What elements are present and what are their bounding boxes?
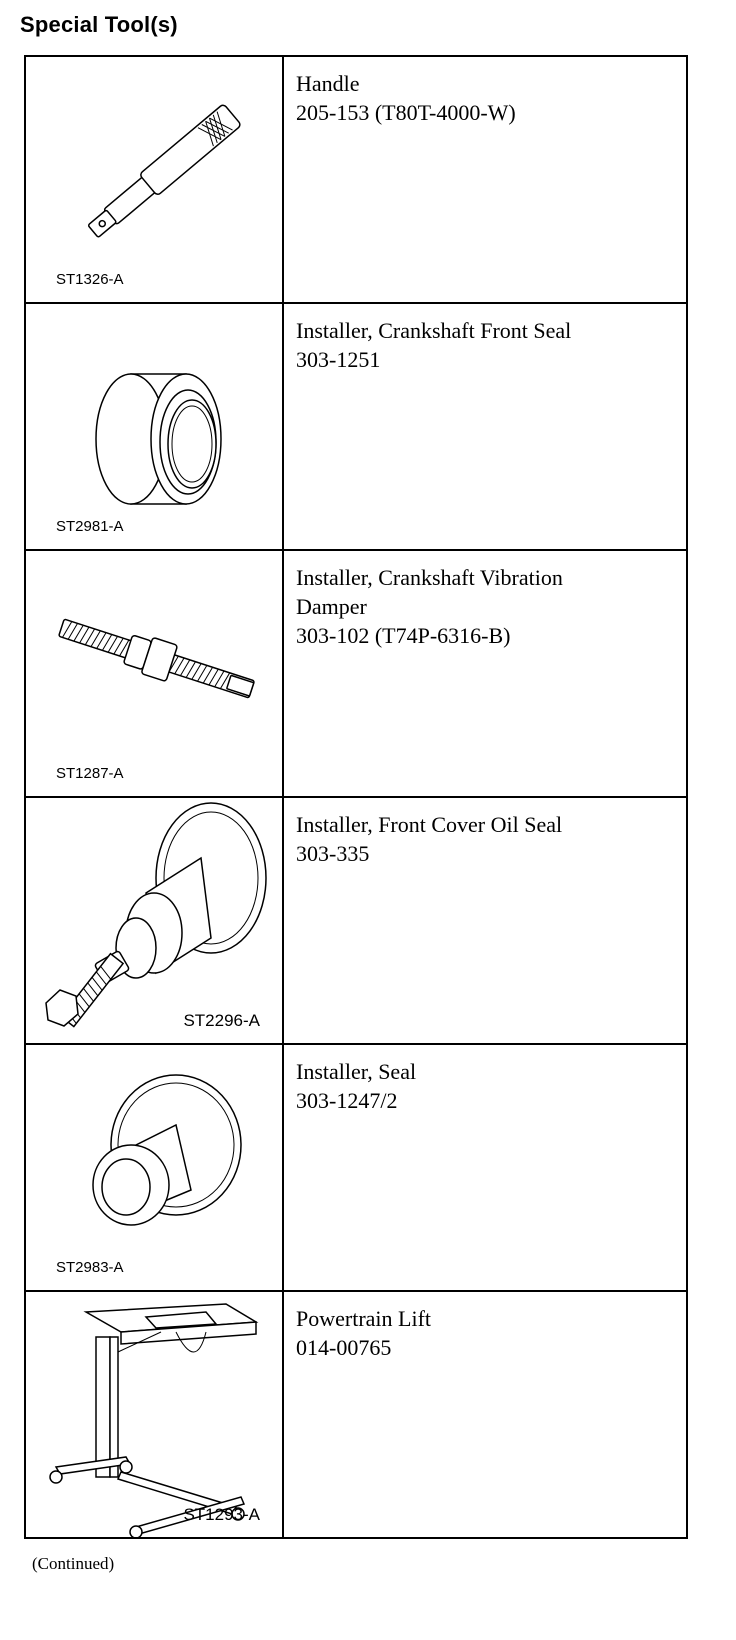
damper-installer-icon: [26, 551, 282, 796]
special-tools-table: [24, 55, 688, 1539]
tool-description-cell: [283, 1044, 687, 1291]
tool-illustration-cell: [25, 1291, 283, 1538]
table-row: [25, 1291, 687, 1538]
tool-description: Handle 205-153 (T80T-4000-W): [296, 71, 516, 125]
tool-code: ST2983-A: [56, 1259, 124, 1276]
oil-seal-installer-icon: [26, 798, 282, 1043]
tool-description-cell: [283, 550, 687, 797]
tool-illustration-cell: [25, 550, 283, 797]
seal-installer-icon: [26, 304, 282, 549]
tool-description-cell: [283, 303, 687, 550]
seal-installer-icon: [26, 1045, 282, 1290]
tool-description: Installer, Front Cover Oil Seal 303-335: [296, 812, 563, 866]
tool-code: ST1293-A: [183, 1505, 260, 1524]
table-row: [25, 303, 687, 550]
tool-illustration-cell: [25, 797, 283, 1044]
tool-description-cell: [283, 56, 687, 303]
table-row: [25, 550, 687, 797]
tool-description: Installer, Crankshaft Front Seal 303-1251: [296, 318, 572, 372]
tool-code: ST1326-A: [56, 271, 124, 288]
tool-description: Powertrain Lift 014-00765: [296, 1306, 432, 1360]
tool-description: Installer, Seal 303-1247/2: [296, 1059, 417, 1113]
tool-code: ST1287-A: [56, 765, 124, 782]
tool-description-cell: [283, 797, 687, 1044]
continued-note: (Continued): [32, 1554, 115, 1573]
table-row: [25, 56, 687, 303]
tool-description-cell: [283, 1291, 687, 1538]
table-row: [25, 797, 687, 1044]
tool-code: ST2981-A: [56, 518, 124, 535]
powertrain-lift-icon: [26, 1292, 282, 1537]
tool-illustration-cell: [25, 56, 283, 303]
tool-illustration-cell: [25, 303, 283, 550]
handle-tool-icon: [26, 57, 282, 302]
tool-code: ST2296-A: [183, 1011, 260, 1030]
tool-description: Installer, Crankshaft Vibration Damper 303-102 (T74P-6316-B): [296, 565, 563, 648]
page-title: Special Tool(s): [20, 12, 178, 37]
table-row: [25, 1044, 687, 1291]
tool-illustration-cell: [25, 1044, 283, 1291]
